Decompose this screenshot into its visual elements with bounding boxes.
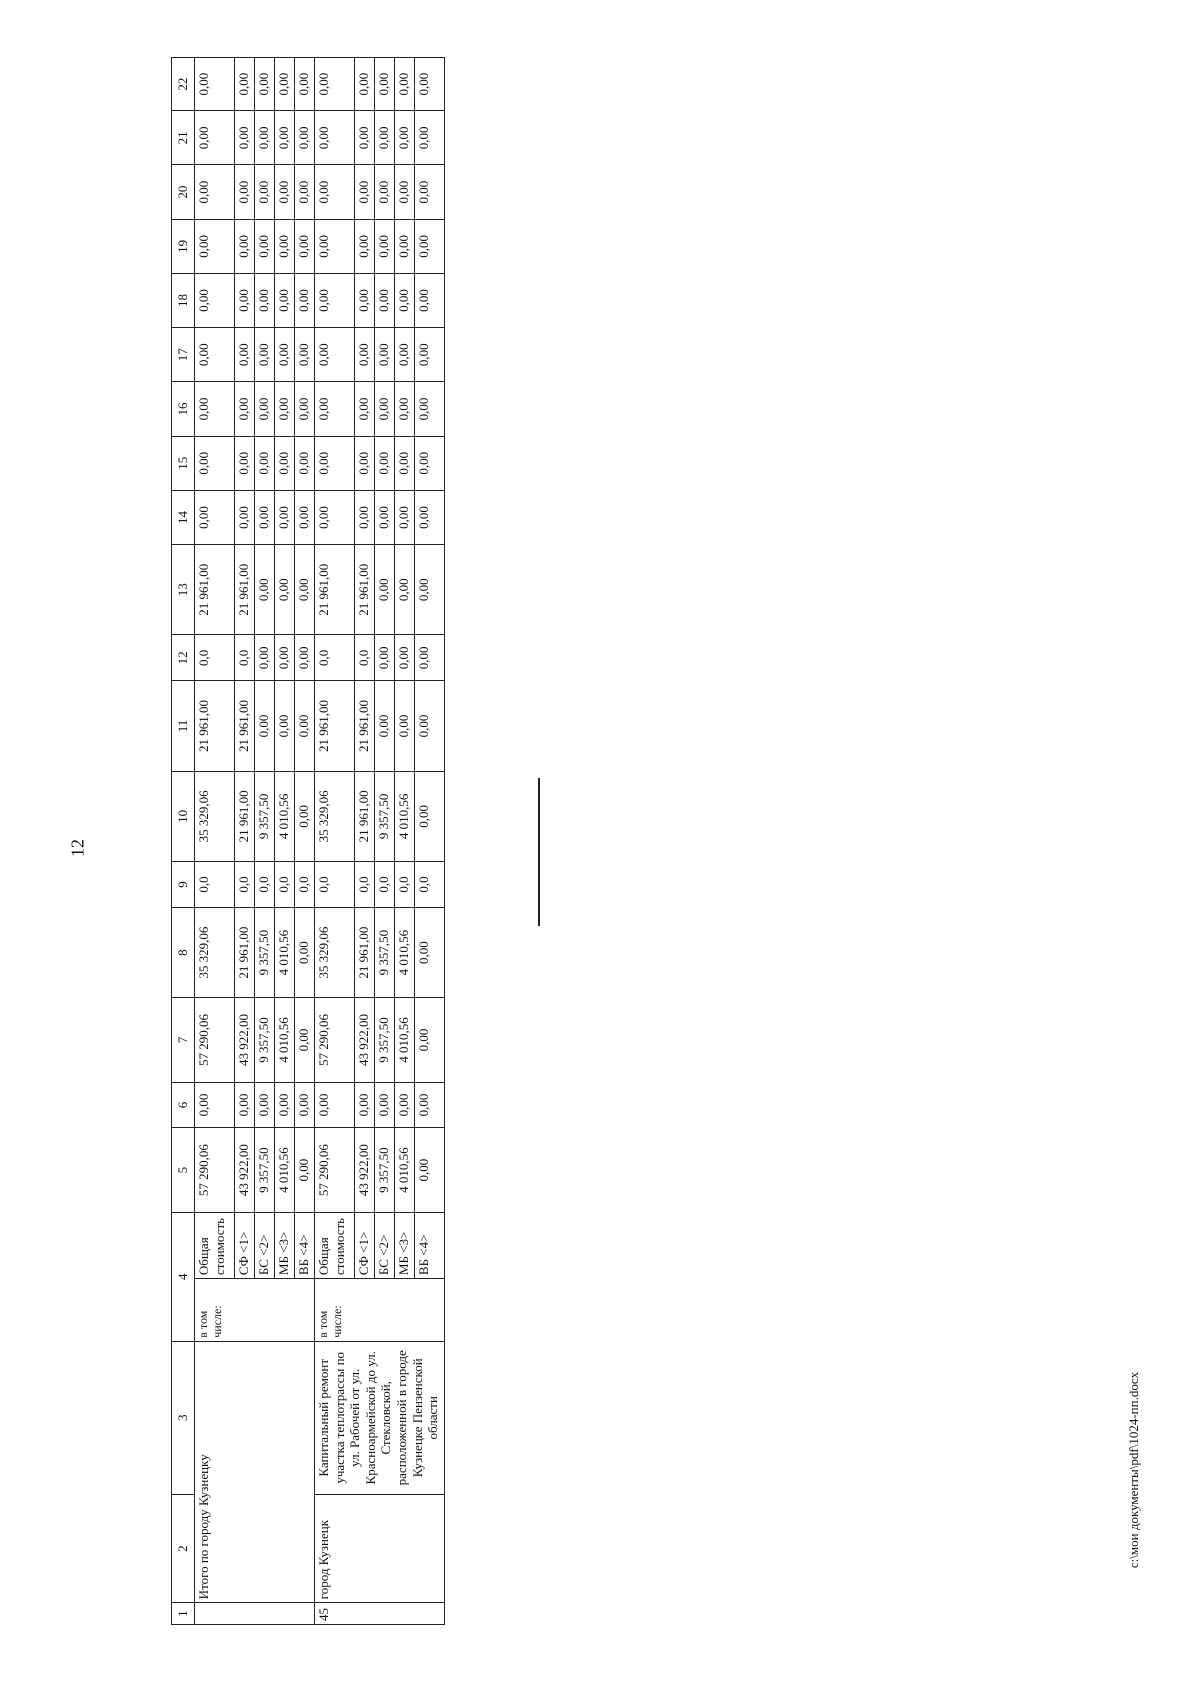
value-cell: 21 961,00 [355, 681, 375, 771]
value-cell: 0,00 [235, 436, 255, 490]
value-cell: 0,00 [275, 490, 295, 544]
value-cell: 43 922,00 [235, 1128, 255, 1212]
value-cell: 0,00 [315, 436, 355, 490]
value-cell: 0,00 [395, 273, 415, 327]
value-cell: 0,0 [415, 862, 445, 908]
funding-source-label: ВБ <4> [415, 1212, 445, 1278]
including-label: в том числе: [315, 1279, 445, 1342]
value-cell: 0,00 [255, 219, 275, 273]
funding-source-label: БС <2> [375, 1212, 395, 1278]
value-cell: 0,00 [355, 436, 375, 490]
value-cell: 0,00 [375, 328, 395, 382]
value-cell: 9 357,50 [255, 998, 275, 1082]
funding-source-label: СФ <1> [235, 1212, 255, 1278]
value-cell: 4 010,56 [395, 1128, 415, 1212]
value-cell: 21 961,00 [315, 545, 355, 635]
value-cell: 21 961,00 [235, 771, 255, 861]
value-cell: 0,00 [415, 436, 445, 490]
value-cell: 4 010,56 [395, 998, 415, 1082]
section-title-cell: Итого по городу Кузнецку [195, 1341, 315, 1603]
value-cell: 0,00 [415, 165, 445, 219]
value-cell: 35 329,06 [195, 907, 235, 997]
value-cell: 0,00 [235, 1082, 255, 1128]
value-cell: 0,00 [275, 165, 295, 219]
value-cell: 57 290,06 [195, 998, 235, 1082]
column-number-row [172, 58, 195, 1625]
value-cell: 0,00 [375, 111, 395, 165]
value-cell: 0,0 [295, 862, 315, 908]
value-cell: 0,00 [355, 165, 375, 219]
value-cell: 0,00 [415, 998, 445, 1082]
value-cell: 0,00 [395, 328, 415, 382]
col-num: 6 [172, 1082, 195, 1128]
value-cell: 0,0 [395, 862, 415, 908]
col-num: 20 [172, 165, 195, 219]
value-cell: 0,00 [415, 219, 445, 273]
value-cell: 0,00 [195, 436, 235, 490]
value-cell: 0,0 [195, 862, 235, 908]
col-num: 21 [172, 111, 195, 165]
funding-source-label: СФ <1> [355, 1212, 375, 1278]
value-cell: 4 010,56 [275, 1128, 295, 1212]
value-cell: 21 961,00 [195, 681, 235, 771]
value-cell: 0,00 [255, 545, 275, 635]
value-cell: 0,00 [235, 382, 255, 436]
value-cell: 0,00 [395, 545, 415, 635]
value-cell: 0,0 [235, 635, 255, 681]
value-cell: 0,00 [255, 490, 275, 544]
value-cell: 0,00 [375, 165, 395, 219]
value-cell: 0,00 [415, 111, 445, 165]
value-cell: 0,00 [275, 328, 295, 382]
col-num: 11 [172, 681, 195, 771]
value-cell: 0,00 [235, 58, 255, 111]
table-row [195, 58, 235, 1625]
value-cell: 0,00 [395, 681, 415, 771]
value-cell: 9 357,50 [255, 1128, 275, 1212]
value-cell: 0,00 [415, 635, 445, 681]
value-cell: 0,00 [315, 111, 355, 165]
col-num: 3 [172, 1341, 195, 1494]
value-cell: 0,00 [355, 219, 375, 273]
value-cell: 0,00 [395, 165, 415, 219]
value-cell: 0,00 [395, 635, 415, 681]
value-cell: 4 010,56 [395, 771, 415, 861]
value-cell: 0,00 [395, 58, 415, 111]
value-cell: 0,00 [415, 771, 445, 861]
value-cell: 0,00 [295, 1128, 315, 1212]
value-cell: 21 961,00 [235, 681, 255, 771]
value-cell: 0,0 [315, 862, 355, 908]
value-cell: 0,00 [295, 165, 315, 219]
value-cell: 21 961,00 [195, 545, 235, 635]
municipality-cell: город Кузнецк [315, 1494, 445, 1602]
value-cell: 0,00 [295, 111, 315, 165]
value-cell: 9 357,50 [255, 771, 275, 861]
value-cell: 0,00 [295, 771, 315, 861]
value-cell: 0,00 [355, 1082, 375, 1128]
value-cell: 0,00 [315, 328, 355, 382]
funding-source-label: ВБ <4> [295, 1212, 315, 1278]
value-cell: 0,00 [375, 490, 395, 544]
value-cell: 0,00 [235, 273, 255, 327]
value-cell: 0,00 [195, 111, 235, 165]
value-cell: 0,00 [295, 436, 315, 490]
col-num: 10 [172, 771, 195, 861]
value-cell: 0,00 [295, 681, 315, 771]
value-cell: 0,00 [275, 635, 295, 681]
value-cell: 0,0 [315, 635, 355, 681]
value-cell: 4 010,56 [395, 907, 415, 997]
col-num: 8 [172, 907, 195, 997]
value-cell: 0,00 [255, 273, 275, 327]
value-cell: 0,00 [295, 1082, 315, 1128]
value-cell: 0,00 [415, 273, 445, 327]
value-cell: 0,00 [295, 998, 315, 1082]
value-cell: 9 357,50 [375, 771, 395, 861]
value-cell: 0,00 [395, 436, 415, 490]
value-cell: 0,00 [235, 111, 255, 165]
funding-source-label: БС <2> [255, 1212, 275, 1278]
col-num: 5 [172, 1128, 195, 1212]
value-cell: 57 290,06 [315, 998, 355, 1082]
value-cell: 0,00 [355, 328, 375, 382]
value-cell: 21 961,00 [235, 907, 255, 997]
value-cell: 0,0 [355, 862, 375, 908]
value-cell: 0,00 [375, 58, 395, 111]
value-cell: 0,00 [255, 681, 275, 771]
value-cell: 35 329,06 [315, 771, 355, 861]
including-label: в том числе: [195, 1279, 315, 1342]
value-cell: 0,00 [375, 681, 395, 771]
value-cell: 0,00 [395, 111, 415, 165]
value-cell: 0,00 [415, 1082, 445, 1128]
value-cell: 0,0 [275, 862, 295, 908]
value-cell: 0,00 [315, 58, 355, 111]
value-cell: 0,00 [275, 382, 295, 436]
col-num: 2 [172, 1494, 195, 1602]
value-cell: 0,00 [355, 382, 375, 436]
value-cell: 0,00 [375, 273, 395, 327]
value-cell: 0,0 [255, 862, 275, 908]
value-cell: 0,00 [315, 1082, 355, 1128]
value-cell: 0,00 [235, 328, 255, 382]
value-cell: 0,00 [275, 111, 295, 165]
value-cell: 0,00 [295, 635, 315, 681]
value-cell: 0,00 [295, 219, 315, 273]
value-cell: 21 961,00 [355, 907, 375, 997]
value-cell: 0,00 [275, 436, 295, 490]
value-cell: 4 010,56 [275, 907, 295, 997]
value-cell: 0,00 [355, 111, 375, 165]
value-cell: 0,00 [355, 490, 375, 544]
value-cell: 0,00 [375, 1082, 395, 1128]
value-cell: 0,00 [275, 1082, 295, 1128]
financing-table [171, 57, 445, 1625]
value-cell: 43 922,00 [355, 998, 375, 1082]
value-cell: 0,00 [255, 328, 275, 382]
value-cell: 21 961,00 [355, 545, 375, 635]
value-cell: 0,00 [295, 328, 315, 382]
col-num: 1 [172, 1603, 195, 1625]
value-cell: 0,00 [415, 58, 445, 111]
value-cell: 0,00 [415, 382, 445, 436]
value-cell: 0,00 [315, 219, 355, 273]
value-cell: 57 290,06 [195, 1128, 235, 1212]
value-cell: 0,00 [195, 58, 235, 111]
value-cell: 0,00 [195, 490, 235, 544]
value-cell: 0,00 [275, 273, 295, 327]
value-cell: 0,00 [255, 111, 275, 165]
value-cell: 0,00 [235, 219, 255, 273]
row-number-cell [195, 1603, 315, 1625]
col-num: 15 [172, 436, 195, 490]
value-cell: 0,00 [355, 273, 375, 327]
value-cell: 0,00 [195, 165, 235, 219]
value-cell: 0,00 [255, 165, 275, 219]
value-cell: 0,00 [315, 382, 355, 436]
value-cell: 0,00 [375, 635, 395, 681]
value-cell: 0,00 [415, 907, 445, 997]
rotated-table-wrapper [171, 57, 461, 1625]
value-cell: 0,00 [295, 382, 315, 436]
value-cell: 21 961,00 [235, 545, 255, 635]
value-cell: 0,0 [355, 635, 375, 681]
value-cell: 0,00 [415, 545, 445, 635]
col-num: 12 [172, 635, 195, 681]
value-cell: 0,00 [195, 1082, 235, 1128]
value-cell: 0,00 [415, 490, 445, 544]
value-cell: 0,00 [415, 681, 445, 771]
value-cell: 0,00 [395, 219, 415, 273]
value-cell: 35 329,06 [195, 771, 235, 861]
value-cell: 4 010,56 [275, 771, 295, 861]
value-cell: 0,00 [275, 545, 295, 635]
value-cell: 0,00 [255, 635, 275, 681]
funding-source-label: МБ <3> [275, 1212, 295, 1278]
value-cell: 0,00 [275, 219, 295, 273]
col-num: 19 [172, 219, 195, 273]
value-cell: 0,00 [415, 328, 445, 382]
value-cell: 0,00 [295, 273, 315, 327]
value-cell: 0,00 [295, 58, 315, 111]
value-cell: 21 961,00 [315, 681, 355, 771]
value-cell: 0,00 [255, 1082, 275, 1128]
row-number-cell: 45 [315, 1603, 445, 1625]
value-cell: 0,00 [195, 219, 235, 273]
value-cell: 0,00 [275, 58, 295, 111]
value-cell: 0,00 [195, 382, 235, 436]
col-num: 14 [172, 490, 195, 544]
value-cell: 43 922,00 [355, 1128, 375, 1212]
value-cell: 9 357,50 [375, 907, 395, 997]
value-cell: 0,00 [315, 273, 355, 327]
value-cell: 0,00 [295, 490, 315, 544]
value-cell: 9 357,50 [375, 1128, 395, 1212]
value-cell: 0,00 [295, 907, 315, 997]
value-cell: 0,00 [375, 436, 395, 490]
value-cell: 0,0 [375, 862, 395, 908]
value-cell: 0,00 [355, 58, 375, 111]
value-cell: 35 329,06 [315, 907, 355, 997]
value-cell: 9 357,50 [375, 998, 395, 1082]
col-num: 22 [172, 58, 195, 111]
value-cell: 0,00 [315, 165, 355, 219]
col-num: 18 [172, 273, 195, 327]
funding-source-label: Общая стоимость [315, 1212, 355, 1278]
value-cell: 0,0 [195, 635, 235, 681]
value-cell: 43 922,00 [235, 998, 255, 1082]
value-cell: 0,00 [395, 1082, 415, 1128]
table-row [315, 58, 355, 1625]
value-cell: 0,00 [195, 328, 235, 382]
value-cell: 0,00 [255, 58, 275, 111]
value-cell: 57 290,06 [315, 1128, 355, 1212]
col-num: 9 [172, 862, 195, 908]
footer-file-path: c:\мои документы\pdf\1024-пп.docx [1126, 1371, 1141, 1569]
col-num: 13 [172, 545, 195, 635]
value-cell: 0,00 [315, 490, 355, 544]
col-num: 16 [172, 382, 195, 436]
value-cell: 9 357,50 [255, 907, 275, 997]
separator-line [538, 778, 540, 926]
value-cell: 0,00 [195, 273, 235, 327]
value-cell: 0,00 [375, 219, 395, 273]
value-cell: 4 010,56 [275, 998, 295, 1082]
value-cell: 0,00 [395, 490, 415, 544]
value-cell: 0,00 [275, 681, 295, 771]
value-cell: 21 961,00 [355, 771, 375, 861]
object-name-cell: Капитальный ремонт участка теплотрассы по ул. Рабочей от ул. Красноармейской до ул. Стекловской, расположенной в городе Кузнецке Пензенской области [315, 1341, 445, 1494]
col-num: 4 [172, 1212, 195, 1341]
col-num: 17 [172, 328, 195, 382]
value-cell: 0,00 [375, 382, 395, 436]
value-cell: 0,00 [375, 545, 395, 635]
value-cell: 0,00 [415, 1128, 445, 1212]
value-cell: 0,00 [235, 165, 255, 219]
value-cell: 0,00 [295, 545, 315, 635]
page-number: 12 [67, 839, 88, 857]
funding-source-label: МБ <3> [395, 1212, 415, 1278]
value-cell: 0,00 [255, 436, 275, 490]
funding-source-label: Общая стоимость [195, 1212, 235, 1278]
value-cell: 0,00 [235, 490, 255, 544]
value-cell: 0,0 [235, 862, 255, 908]
value-cell: 0,00 [395, 382, 415, 436]
col-num: 7 [172, 998, 195, 1082]
value-cell: 0,00 [255, 382, 275, 436]
